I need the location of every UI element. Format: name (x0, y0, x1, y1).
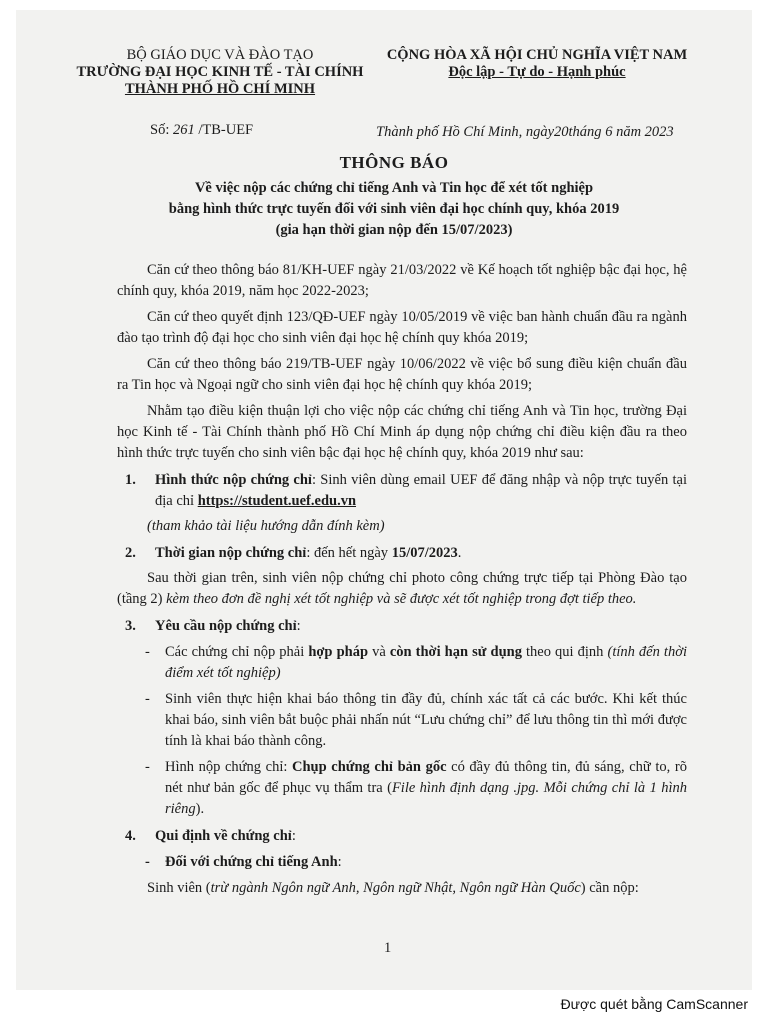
section-label: Qui định về chứng chỉ (155, 828, 292, 844)
req3-a: Hình nộp chứng chỉ: (165, 759, 293, 775)
english-certificate-heading (117, 852, 687, 873)
section-text: : Sinh viên dùng email UEF để đăng nhập và nộp trực tuyến tại địa chỉ (155, 472, 687, 509)
paragraph-purpose: Nhằm tạo điều kiện thuận lợi cho việc nộp các chứng chỉ tiếng Anh và Tin học, trường Đại học Kinh tế - Tài Chính thành phố Hồ Chí Minh áp dụng nộp chứng chỉ điều kiện đầu ra theo hình thức trực tuyến cho sinh viên bậc đại học hệ chính quy, khóa 2019 như sau: (117, 403, 687, 461)
section-label: Hình thức nộp chứng chỉ (155, 472, 312, 488)
subtitle-line-2: bằng hình thức trực tuyến đối với sinh viên đại học chính quy, khóa 2019 (168, 201, 620, 217)
req1-b: hợp pháp (308, 644, 369, 660)
bullet-dash: - (145, 854, 150, 870)
date-month: 6 (605, 124, 613, 140)
section-submission-method (117, 470, 687, 512)
national-motto: Độc lập - Tự do - Hạnh phúc (448, 64, 626, 80)
eng-a: Sinh viên ( (147, 880, 211, 896)
subtitle-line-3: (gia hạn thời gian nộp đến 15/07/2023) (275, 222, 513, 238)
bullet-dash: - (145, 759, 150, 775)
req1-a: Các chứng chỉ nộp phải (165, 644, 309, 660)
section-submission-deadline (117, 543, 687, 564)
paragraph-basis-1: Căn cứ theo thông báo 81/KH-UEF ngày 21/03/2022 về Kế hoạch tốt nghiệp bậc đại học, hệ chính quy, khóa 2019, năm học 2022-2023; (117, 262, 687, 299)
late-italic: kèm theo đơn đề nghị xét tốt nghiệp và sẽ được xét tốt nghiệp trong đợt tiếp theo. (166, 591, 637, 607)
section-number: 4. (125, 828, 136, 844)
ref-prefix: Số: (150, 122, 170, 138)
student-portal-link[interactable]: https://student.uef.edu.vn (197, 493, 357, 509)
guide-note: (tham khảo tài liệu hướng dẫn đính kèm) (147, 518, 385, 534)
ministry-name: BỘ GIÁO DỤC VÀ ĐÀO TẠO (126, 47, 314, 63)
section-number: 2. (125, 545, 136, 561)
late-submission-paragraph (117, 568, 687, 610)
date-place: Thành phố Hồ Chí Minh, ngày (376, 124, 555, 140)
late-plain: Sau thời gian trên, sinh viên nộp chứng chỉ photo công chứng trực tiếp tại Phòng Đào tạo (tầng 2) (117, 570, 687, 607)
req2-text: Sinh viên thực hiện khai báo thông tin đầy đủ, chính xác tất cả các bước. Khi kết thúc khai báo, sinh viên bắt buộc phải nhấn nút “Lưu chứng chỉ” để lưu thông tin thì mới được tính là khai báo thành công. (165, 691, 687, 749)
english-requirement-line (117, 878, 687, 899)
requirement-item (117, 689, 687, 752)
date-day: 20 (554, 124, 569, 140)
section-label: Thời gian nộp chứng chỉ (155, 545, 307, 561)
date-year: năm 2023 (616, 124, 674, 140)
paragraph-basis-3: Căn cứ theo thông báo 219/TB-UEF ngày 10/06/2022 về việc bổ sung điều kiện chuẩn đầu ra Tin học và Ngoại ngữ cho sinh viên đại học hệ chính quy khóa 2019; (117, 356, 687, 393)
req1-c: và (368, 644, 390, 660)
bullet-dash: - (145, 644, 150, 660)
ref-suffix: /TB-UEF (198, 122, 254, 138)
section-number: 1. (125, 472, 136, 488)
section-colon: : (291, 828, 296, 844)
document-title: THÔNG BÁO (339, 153, 449, 172)
requirement-item (117, 642, 687, 684)
university-city: THÀNH PHỐ HỒ CHÍ MINH (124, 81, 316, 97)
page-number: 1 (384, 940, 392, 956)
eng-b: trừ ngành Ngôn ngữ Anh, Ngôn ngữ Nhật, Ngôn ngữ Hàn Quốc (210, 880, 581, 896)
req3-e: ). (195, 801, 205, 817)
republic-name: CỘNG HÒA XÃ HỘI CHỦ NGHĨA VIỆT NAM (386, 47, 688, 63)
requirement-item (117, 757, 687, 820)
date-month-label: tháng (568, 124, 602, 140)
req1-e: theo qui định (521, 644, 608, 660)
bullet-dash: - (145, 691, 150, 707)
req3-b: Chụp chứng chỉ bản gốc (292, 759, 447, 775)
document-subtitle (60, 178, 728, 241)
req3-d: File hình định dạng .jpg. Mỗi chứng chỉ là 1 hình riêng (165, 780, 687, 817)
req3-c: có đầy đủ thông tin, đủ sáng, chữ to, rõ nét như bản gốc để phục vụ thẩm tra ( (165, 759, 687, 796)
english-colon: : (337, 854, 342, 870)
section-text: : đến hết ngày (306, 545, 392, 561)
header-republic (372, 47, 702, 81)
header-ministry (60, 47, 380, 98)
section-end: . (457, 545, 462, 561)
req1-d: còn thời hạn sử dụng (389, 644, 522, 660)
ref-number: 261 (172, 122, 195, 138)
english-label: Đối với chứng chỉ tiếng Anh (165, 854, 338, 870)
date-line (376, 124, 674, 141)
subtitle-line-1: Về việc nộp các chứng chỉ tiếng Anh và Tin học để xét tốt nghiệp (194, 180, 594, 196)
deadline-date: 15/07/2023 (391, 545, 458, 561)
eng-c: ) cần nộp: (580, 880, 639, 896)
university-name: TRƯỜNG ĐẠI HỌC KINH TẾ - TÀI CHÍNH (76, 64, 364, 80)
section-label: Yêu cầu nộp chứng chỉ (155, 618, 297, 634)
scanner-watermark: Được quét bằng CamScanner (560, 996, 748, 1012)
document-body (117, 260, 687, 904)
document-reference (150, 122, 253, 139)
paragraph-basis-2: Căn cứ theo quyết định 123/QĐ-UEF ngày 10/05/2019 về việc ban hành chuẩn đầu ra ngành đào tạo trình độ đại học cho sinh viên đại học hệ chính quy khóa 2019; (117, 309, 687, 346)
req1-f: (tính đến thời điểm xét tốt nghiệp) (165, 644, 687, 681)
section-requirements (117, 616, 687, 637)
section-number: 3. (125, 618, 136, 634)
section-colon: : (296, 618, 301, 634)
section-certificate-rules (117, 826, 687, 847)
